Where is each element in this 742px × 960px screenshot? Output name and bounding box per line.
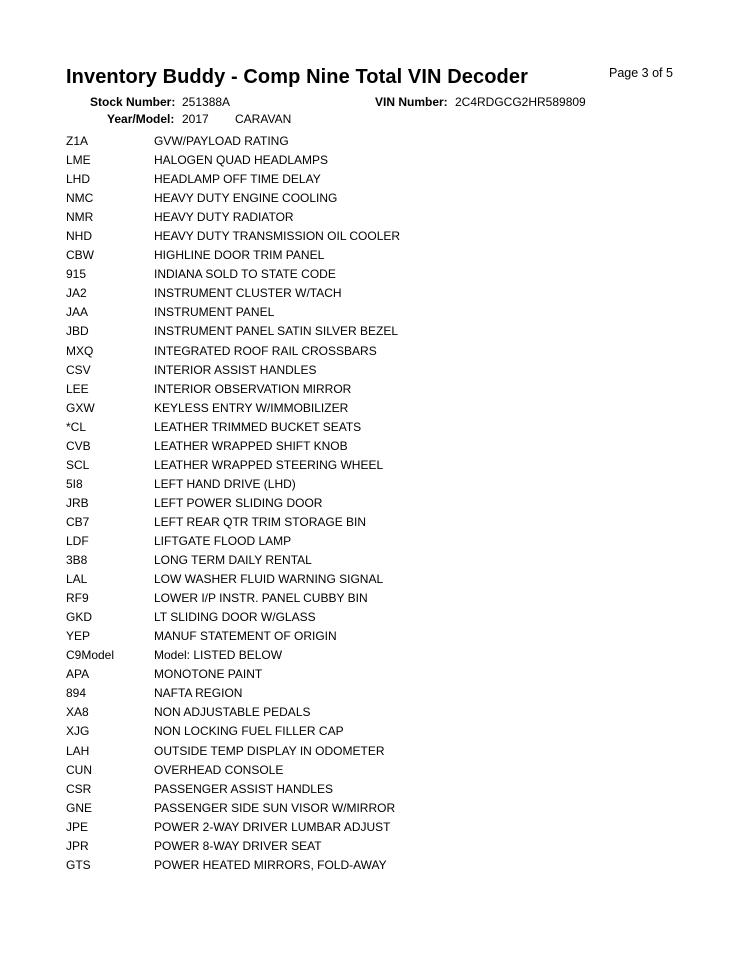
option-code: CBW: [66, 248, 94, 263]
option-code: RF9: [66, 591, 89, 606]
option-code: LHD: [66, 172, 91, 187]
option-description: NON LOCKING FUEL FILLER CAP: [154, 724, 344, 739]
option-description: PASSENGER ASSIST HANDLES: [154, 781, 333, 796]
option-description: LONG TERM DAILY RENTAL: [154, 553, 312, 568]
option-description: LEATHER WRAPPED SHIFT KNOB: [154, 438, 348, 453]
vin-number: [375, 95, 586, 109]
vin-number-value: 2C4RDGCG2HR589809: [455, 95, 586, 109]
option-description: PASSENGER SIDE SUN VISOR W/MIRROR: [154, 800, 396, 815]
option-code: JRB: [66, 495, 89, 510]
year-model: [107, 112, 292, 126]
option-description: INSTRUMENT CLUSTER W/TACH: [154, 286, 342, 301]
option-code: GTS: [66, 857, 91, 872]
option-code: GXW: [66, 400, 95, 415]
option-description: INTERIOR OBSERVATION MIRROR: [154, 381, 352, 396]
option-description: LEATHER WRAPPED STEERING WHEEL: [154, 457, 384, 472]
option-code: GNE: [66, 800, 93, 815]
option-description: HEAVY DUTY RADIATOR: [154, 210, 294, 225]
option-code: YEP: [66, 629, 91, 644]
option-description: Model: LISTED BELOW: [154, 648, 283, 663]
option-code: NMC: [66, 191, 94, 206]
stock-number-value: 251388A: [182, 95, 231, 109]
option-code: JA2: [66, 286, 87, 301]
option-description: POWER HEATED MIRRORS, FOLD-AWAY: [154, 857, 387, 872]
option-code: CSV: [66, 362, 91, 377]
year-value: 2017: [182, 112, 209, 126]
option-description: HEAVY DUTY ENGINE COOLING: [154, 191, 338, 206]
option-code: JPR: [66, 838, 89, 853]
option-code: 894: [66, 686, 87, 701]
stock-number-label: Stock Number:: [90, 95, 176, 109]
option-description: HEAVY DUTY TRANSMISSION OIL COOLER: [154, 229, 401, 244]
option-description: MONOTONE PAINT: [154, 667, 263, 682]
option-description: LOWER I/P INSTR. PANEL CUBBY BIN: [154, 591, 368, 606]
option-code: Z1A: [66, 134, 89, 148]
option-description: NAFTA REGION: [154, 686, 243, 701]
option-description: INTEGRATED ROOF RAIL CROSSBARS: [154, 343, 377, 358]
option-code: 5I8: [66, 476, 83, 491]
option-code: JPE: [66, 819, 89, 834]
model-value: CARAVAN: [235, 112, 292, 126]
page-number: Page 3 of 5: [609, 66, 673, 80]
option-description: POWER 8-WAY DRIVER SEAT: [154, 838, 322, 853]
option-description: INTERIOR ASSIST HANDLES: [154, 362, 317, 377]
year-model-label: Year/Model:: [107, 112, 175, 126]
option-description: LEATHER TRIMMED BUCKET SEATS: [154, 419, 362, 434]
option-code: CVB: [66, 438, 91, 453]
option-code: MXQ: [66, 343, 94, 358]
option-code: XA8: [66, 705, 89, 720]
option-code: C9Model: [66, 648, 115, 663]
option-code: 915: [66, 267, 87, 282]
option-code: LDF: [66, 533, 89, 548]
option-description: INDIANA SOLD TO STATE CODE: [154, 267, 336, 282]
option-description: HIGHLINE DOOR TRIM PANEL: [154, 248, 325, 263]
option-description: NON ADJUSTABLE PEDALS: [154, 705, 311, 720]
option-description: KEYLESS ENTRY W/IMMOBILIZER: [154, 400, 349, 415]
option-code: CB7: [66, 514, 90, 529]
option-description: HALOGEN QUAD HEADLAMPS: [154, 153, 329, 168]
option-code: CSR: [66, 781, 92, 796]
option-code: JAA: [66, 305, 89, 320]
option-description: OVERHEAD CONSOLE: [154, 762, 284, 777]
option-code: SCL: [66, 457, 90, 472]
option-description: LIFTGATE FLOOD LAMP: [154, 533, 292, 548]
option-description: LEFT POWER SLIDING DOOR: [154, 495, 323, 510]
stock-number: [90, 95, 231, 109]
option-description: HEADLAMP OFF TIME DELAY: [154, 172, 321, 187]
option-description: INSTRUMENT PANEL SATIN SILVER BEZEL: [154, 324, 399, 339]
option-code: CUN: [66, 762, 92, 777]
option-code: GKD: [66, 610, 93, 625]
vin-number-label: VIN Number:: [375, 95, 448, 109]
option-code: LME: [66, 153, 91, 168]
option-description: LEFT REAR QTR TRIM STORAGE BIN: [154, 514, 367, 529]
option-code: LEE: [66, 381, 89, 396]
option-description: POWER 2-WAY DRIVER LUMBAR ADJUST: [154, 819, 391, 834]
page-title: Inventory Buddy - Comp Nine Total VIN Decoder: [66, 66, 528, 88]
option-description: GVW/PAYLOAD RATING: [154, 134, 289, 148]
option-code: LAL: [66, 572, 88, 587]
option-description: LOW WASHER FLUID WARNING SIGNAL: [154, 572, 384, 587]
option-code: APA: [66, 667, 90, 682]
option-description: MANUF STATEMENT OF ORIGIN: [154, 629, 337, 644]
option-code: 3B8: [66, 553, 88, 568]
option-code: XJG: [66, 724, 90, 739]
option-description: OUTSIDE TEMP DISPLAY IN ODOMETER: [154, 743, 385, 758]
option-description: LT SLIDING DOOR W/GLASS: [154, 610, 316, 625]
option-code: NMR: [66, 210, 94, 225]
option-description: LEFT HAND DRIVE (LHD): [154, 476, 296, 491]
option-code: JBD: [66, 324, 89, 339]
option-code: *CL: [66, 419, 87, 434]
option-description: INSTRUMENT PANEL: [154, 305, 275, 320]
option-code: NHD: [66, 229, 92, 244]
option-code: LAH: [66, 743, 90, 758]
